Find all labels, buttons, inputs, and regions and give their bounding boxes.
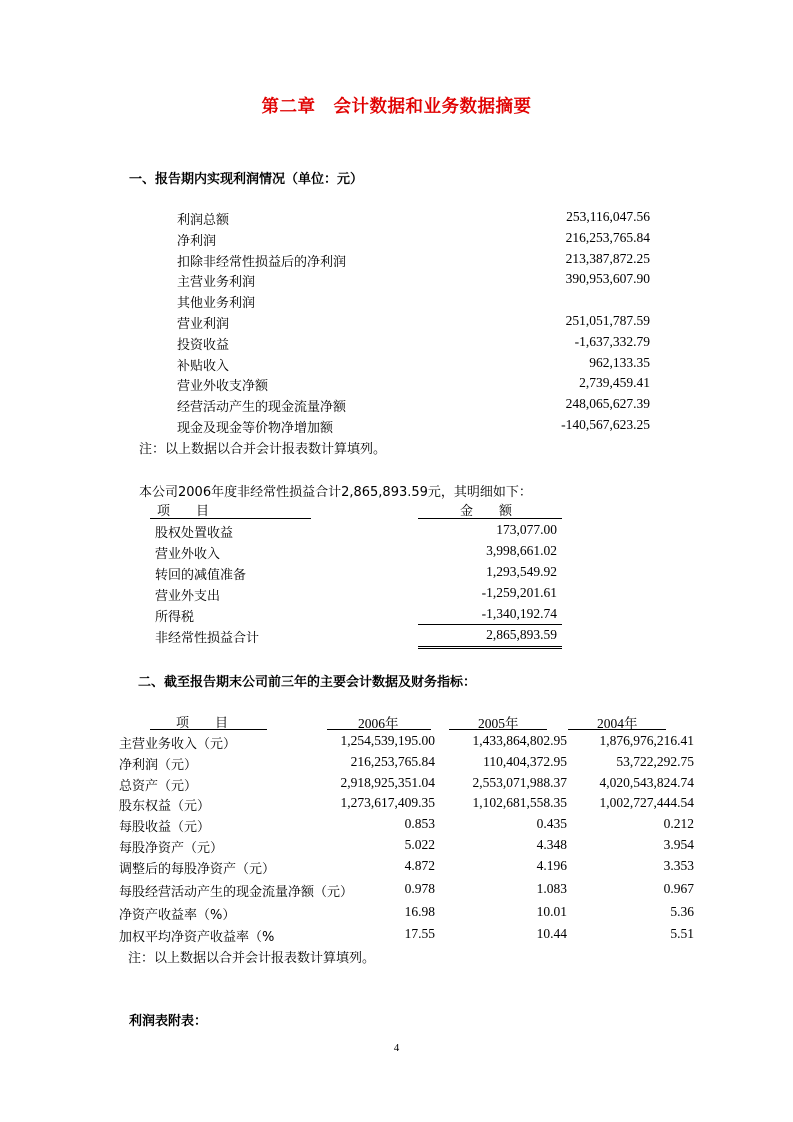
- table-row: 主营业务收入（元） 1,254,539,195.00 1,433,864,802.95 1,876,976,216.41: [119, 733, 694, 752]
- table-row: 营业利润 251,051,787.59: [177, 313, 650, 332]
- header-underline: [568, 729, 666, 730]
- table-row: 加权平均净资产收益率（% 17.55 10.44 5.51: [119, 926, 694, 945]
- table-row: 营业外收支净额 2,739,459.41: [177, 375, 650, 394]
- table-row: 每股收益（元） 0.853 0.435 0.212: [119, 816, 694, 835]
- col-header-2005: 2005年: [478, 716, 519, 731]
- col-header-item: 项 目: [176, 716, 229, 731]
- total-double-rule: [418, 646, 562, 647]
- header-underline: [150, 729, 267, 730]
- header-underline: [449, 729, 547, 730]
- table-row: 净资产收益率（%） 16.98 10.01 5.36: [119, 904, 694, 923]
- section2-heading: 二、截至报告期末公司前三年的主要会计数据及财务指标：: [138, 675, 477, 690]
- table-row: 利润总额 253,116,047.56: [177, 209, 650, 228]
- total-row: 非经常性损益合计 2,865,893.59: [155, 627, 557, 646]
- header-underline: [418, 518, 562, 519]
- col-header-item: 项 目: [157, 504, 210, 519]
- table-row: 营业外支出 -1,259,201.61: [155, 585, 557, 604]
- table-row: 每股经营活动产生的现金流量净额（元） 0.978 1.083 0.967: [119, 881, 694, 900]
- section1-heading: 一、报告期内实现利润情况（单位：元）: [129, 172, 364, 187]
- table-row: 投资收益 -1,637,332.79: [177, 334, 650, 353]
- table-row: 现金及现金等价物净增加额 -140,567,623.25: [177, 417, 650, 436]
- table-row: 其他业务利润: [177, 296, 256, 311]
- page-title: 第二章 会计数据和业务数据摘要: [261, 97, 532, 117]
- table-row: 主营业务利润 390,953,607.90: [177, 271, 650, 290]
- table-row: 净利润 216,253,765.84: [177, 230, 650, 249]
- table-row: 每股净资产（元） 5.022 4.348 3.954: [119, 837, 694, 856]
- total-rule: [418, 624, 562, 625]
- table-row: 总资产（元） 2,918,925,351.04 2,553,071,988.37 4,020,543,824.74: [119, 775, 694, 794]
- col-header-amount: 金 额: [460, 504, 513, 519]
- total-double-rule: [418, 648, 562, 649]
- col-header-2004: 2004年: [597, 716, 638, 731]
- table-row: 转回的减值准备 1,293,549.92: [155, 564, 557, 583]
- appendix-heading: 利润表附表：: [129, 1014, 208, 1029]
- header-underline: [150, 518, 311, 519]
- table-row: 所得税 -1,340,192.74: [155, 606, 557, 625]
- table-row: 净利润（元） 216,253,765.84 110,404,372.95 53,722,292.75: [119, 754, 694, 773]
- table-row: 调整后的每股净资产（元） 4.872 4.196 3.353: [119, 858, 694, 877]
- table-row: 营业外收入 3,998,661.02: [155, 543, 557, 562]
- header-underline: [327, 729, 431, 730]
- section2-note: 注：以上数据以合并会计报表数计算填列。: [128, 951, 376, 966]
- nonrecurring-intro: 本公司2006年度非经常性损益合计2,865,893.59元，其明细如下：: [139, 485, 532, 500]
- section1-note: 注：以上数据以合并会计报表数计算填列。: [139, 442, 387, 457]
- table-row: 补贴收入 962,133.35: [177, 355, 650, 374]
- table-row: 扣除非经常性损益后的净利润 213,387,872.25: [177, 251, 650, 270]
- col-header-2006: 2006年: [358, 716, 399, 731]
- table-row: 股东权益（元） 1,273,617,409.35 1,102,681,558.35 1,002,727,444.54: [119, 795, 694, 814]
- table-row: 经营活动产生的现金流量净额 248,065,627.39: [177, 396, 650, 415]
- table-row: 股权处置收益 173,077.00: [155, 522, 557, 541]
- page-number: 4: [393, 1042, 400, 1054]
